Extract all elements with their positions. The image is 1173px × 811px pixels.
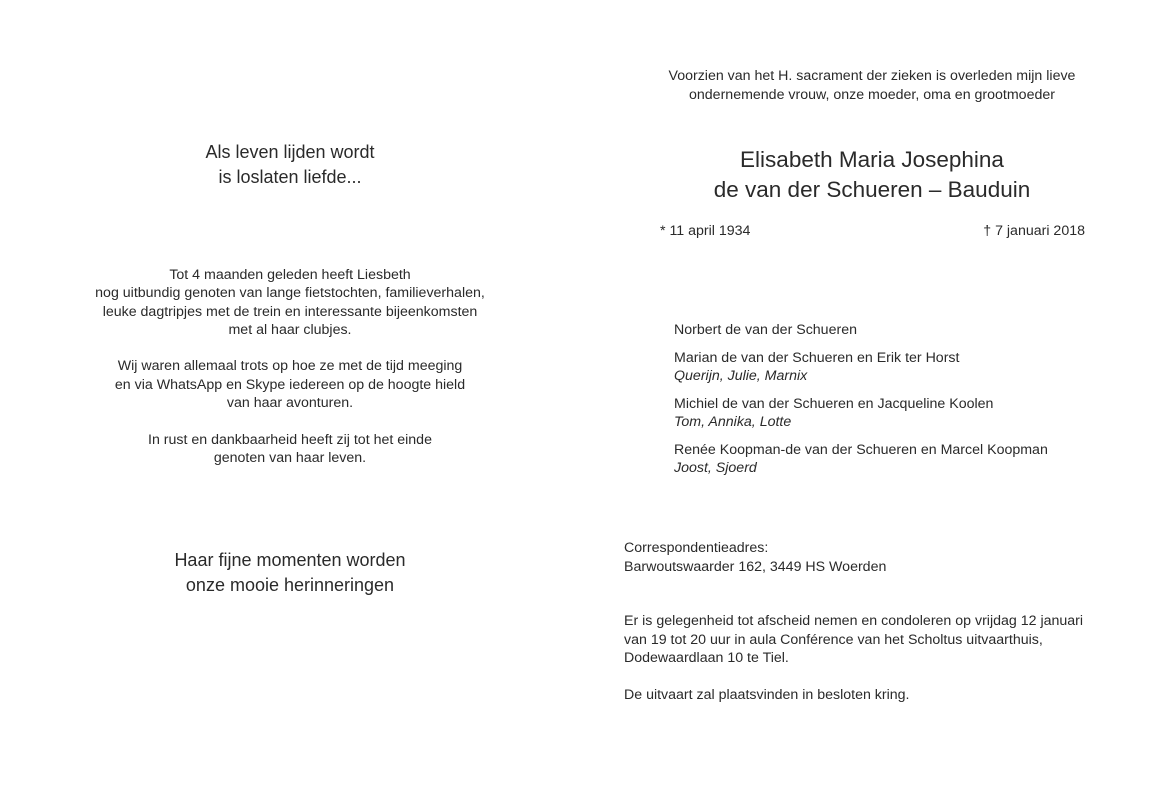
deceased-name [586,145,1158,205]
story-paragraph [40,266,540,339]
family-member [674,321,1134,340]
death-announcement [586,67,1158,105]
family-member-name: Marian de van der Schueren en Erik ter Horst [674,349,960,366]
funeral-note [624,686,1144,705]
closing-line: onze mooie herinneringen [185,575,395,595]
life-story [40,266,540,486]
grandchildren-names: Joost, Sjoerd [674,460,757,476]
story-line: Wij waren allemaal trots op hoe ze met de tijd meeging [117,358,463,375]
address-label: Correspondentieadres: [624,540,769,556]
deceased-name-line: de van der Schueren – Bauduin [713,177,1031,202]
closing-line: Haar fijne momenten worden [174,550,406,570]
right-page [586,0,1173,811]
motto [40,140,540,190]
family-member-name: Michiel de van der Schueren en Jacqueline Koolen [674,395,994,412]
condolence-notice [624,612,1164,668]
family-member [674,441,1134,478]
family-member-name: Norbert de van der Schueren [674,322,857,338]
story-paragraph [40,431,540,468]
story-paragraph [40,357,540,412]
motto-line: Als leven lijden wordt [205,142,375,162]
address-value: Barwoutswaarder 162, 3449 HS Woerden [624,558,887,575]
birth-date: * 11 april 1934 [660,223,751,239]
left-page [0,0,586,811]
story-line: en via WhatsApp en Skype iedereen op de hoogte hield [114,376,466,393]
notice-line: van 19 tot 20 uur in aula Conférence van het Scholtus uitvaarthuis, [624,631,1043,648]
announcement-line: ondernemende vrouw, onze moeder, oma en grootmoeder [689,87,1055,103]
death-date: † 7 januari 2018 [983,223,1085,239]
notice-line: Er is gelegenheid tot afscheid nemen en condoleren op vrijdag 12 januari [624,613,1084,629]
correspondence-address [624,539,1144,576]
family-list [674,321,1134,487]
story-line: met al haar clubjes. [228,321,352,338]
deceased-name-line: Elisabeth Maria Josephina [740,147,1004,172]
closing-quote [40,548,540,598]
story-line: In rust en dankbaarheid heeft zij tot het einde [148,431,432,448]
announcement-line: Voorzien van het H. sacrament der zieken is overleden mijn lieve [668,68,1076,84]
grandchildren-names: Tom, Annika, Lotte [674,414,792,430]
motto-line: is loslaten liefde... [218,167,362,187]
story-line: nog uitbundig genoten van lange fietstochten, familieverhalen, [95,285,485,302]
story-line: Tot 4 maanden geleden heeft Liesbeth [169,267,411,283]
family-member [674,349,1134,386]
grandchildren-names: Querijn, Julie, Marnix [674,368,808,384]
story-line: genoten van haar leven. [213,449,367,466]
notice-line: Dodewaardlaan 10 te Tiel. [624,650,789,666]
story-line: leuke dagtripjes met de trein en interessante bijeenkomsten [102,303,478,320]
funeral-note-text: De uitvaart zal plaatsvinden in besloten kring. [624,687,910,703]
family-member [674,395,1134,432]
story-line: van haar avonturen. [226,395,354,412]
family-member-name: Renée Koopman-de van der Schueren en Marcel Koopman [674,441,1048,458]
